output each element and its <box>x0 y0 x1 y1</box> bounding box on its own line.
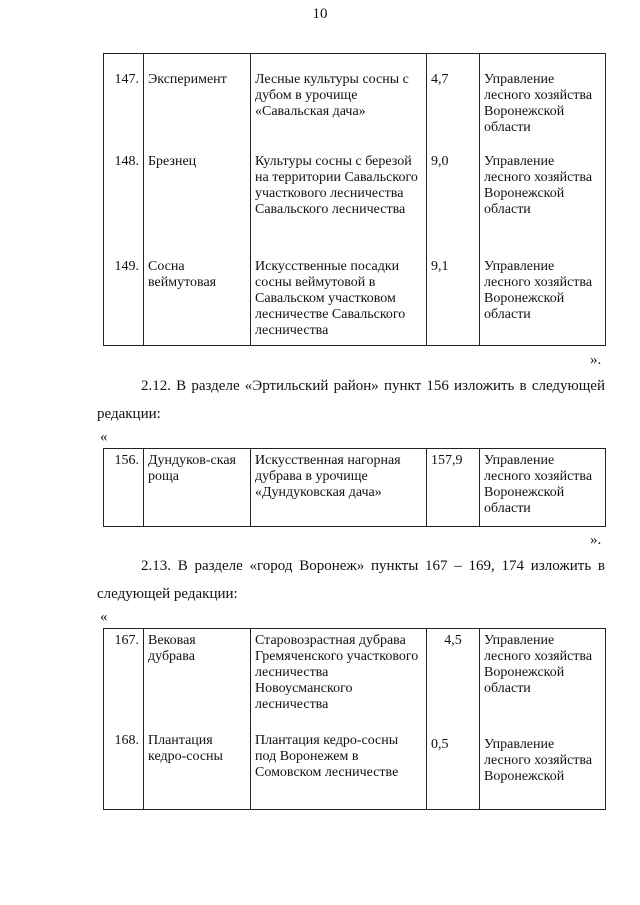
object-description: Лесные культуры сосны с дубом в урочище «Савальская дача» <box>251 54 427 154</box>
paragraph-line: 2.12. В разделе «Эртильский район» пункт 156 изложить в следующей <box>141 378 605 394</box>
object-description: Плантация кедро-сосны под Воронежем в Сомовском лесничестве <box>251 731 427 810</box>
table-row <box>104 731 606 810</box>
object-area: 4,5 <box>427 629 480 731</box>
row-number: 149. <box>104 259 144 346</box>
table-voronezh <box>103 628 606 810</box>
table-row <box>104 449 606 527</box>
object-name: Сосна веймутовая <box>144 259 251 346</box>
object-owner: Управление лесного хозяйства Воронежской области <box>480 54 606 154</box>
object-name: Вековая дубрава <box>144 629 251 731</box>
object-description: Старовозрастная дубрава Гремяченского участкового лесничества Новоусманского лесничества <box>251 629 427 731</box>
opening-quote: « <box>100 609 108 625</box>
paragraph-2-13 <box>97 557 605 603</box>
row-number: 168. <box>104 731 144 810</box>
object-area: 157,9 <box>427 449 480 527</box>
closing-quote: ». <box>590 532 602 548</box>
closing-quote: ». <box>590 352 602 368</box>
object-owner: Управление лесного хозяйства Воронежской области <box>480 449 606 527</box>
table-continued <box>103 53 606 346</box>
table-row <box>104 54 606 154</box>
object-area: 9,1 <box>427 259 480 346</box>
row-number: 156. <box>104 449 144 527</box>
table-row <box>104 629 606 731</box>
opening-quote: « <box>100 429 108 445</box>
object-owner: Управление лесного хозяйства Воронежской <box>480 731 606 810</box>
object-description: Культуры сосны с березой на территории Савальского участкового лесничества Савальского лесничества <box>251 154 427 259</box>
object-area: 9,0 <box>427 154 480 259</box>
paragraph-line: следующей редакции: <box>97 586 238 602</box>
page-number: 10 <box>312 6 328 22</box>
object-name: Брезнец <box>144 154 251 259</box>
table-ertil <box>103 448 606 527</box>
paragraph-2-12 <box>97 377 605 423</box>
row-number: 167. <box>104 629 144 731</box>
paragraph-line: редакции: <box>97 406 161 422</box>
object-owner: Управление лесного хозяйства Воронежской области <box>480 154 606 259</box>
object-name: Эксперимент <box>144 54 251 154</box>
object-description: Искусственные посадки сосны веймутовой в Савальском участковом лесничестве Савальского лесничества <box>251 259 427 346</box>
table-row <box>104 154 606 259</box>
object-area: 0,5 <box>427 731 480 810</box>
object-name: Дундуков-ская роща <box>144 449 251 527</box>
object-area: 4,7 <box>427 54 480 154</box>
object-owner: Управление лесного хозяйства Воронежской области <box>480 259 606 346</box>
object-name: Плантация кедро-сосны <box>144 731 251 810</box>
paragraph-line: 2.13. В разделе «город Воронеж» пункты 167 – 169, 174 изложить в <box>141 558 605 574</box>
row-number: 147. <box>104 54 144 154</box>
table-row <box>104 259 606 346</box>
object-description: Искусственная нагорная дубрава в урочище «Дундуковская дача» <box>251 449 427 527</box>
object-owner: Управление лесного хозяйства Воронежской области <box>480 629 606 731</box>
row-number: 148. <box>104 154 144 259</box>
